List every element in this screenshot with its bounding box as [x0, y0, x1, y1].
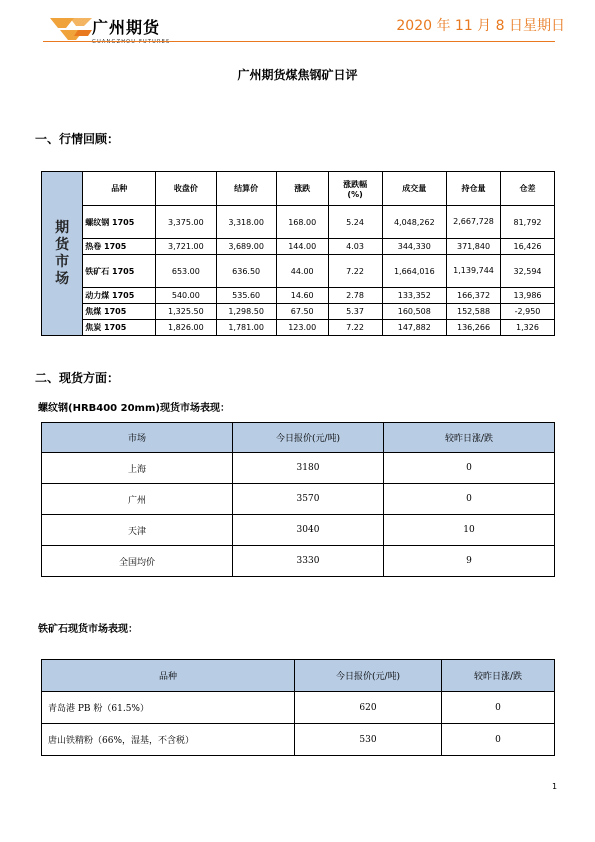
column-header: 较昨日涨/跌 — [384, 423, 555, 453]
page-title: 广州期货煤焦钢矿日评 — [237, 68, 358, 82]
table-row: 唐山铁精粉（66%，湿基，不含税） 530 0 — [42, 724, 555, 756]
table-row: 铁矿石 1705 653.00 636.50 44.00 7.22 1,664,016 1,139,744 32,594 — [42, 255, 555, 288]
table-header-row — [42, 660, 555, 692]
column-header: 今日报价(元/吨) — [295, 660, 442, 692]
futures-market-side-label: 期 货 市 场 — [42, 172, 83, 336]
rebar-spot-table — [41, 422, 555, 577]
column-header: 涨跌 — [276, 172, 328, 206]
table-row: 动力煤 1705 540.00 535.60 14.60 2.78 133,352 166,372 13,986 — [42, 288, 555, 304]
column-header: 结算价 — [216, 172, 276, 206]
table-row: 螺纹钢 1705 3,375.00 3,318.00 168.00 5.24 4,048,262 2,667,728 81,792 — [42, 206, 555, 239]
table-row: 全国均价 3330 9 — [42, 546, 555, 577]
column-header: 收盘价 — [156, 172, 216, 206]
table-header-row — [42, 423, 555, 453]
company-name-en: GUANGZHOU FUTURES — [92, 39, 171, 45]
column-header: 成交量 — [382, 172, 447, 206]
rebar-spot-caption: 螺纹钢(HRB400 20mm)现货市场表现： — [38, 403, 230, 414]
header-divider — [43, 41, 555, 42]
column-header: 持仓量 — [447, 172, 501, 206]
table-row: 热卷 1705 3,721.00 3,689.00 144.00 4.03 344,330 371,840 16,426 — [42, 239, 555, 255]
report-date: 2020 年 11 月 8 日星期日 — [396, 18, 565, 34]
table-row: 焦煤 1705 1,325.50 1,298.50 67.50 5.37 160,508 152,588 -2,950 — [42, 304, 555, 320]
column-header: 涨跌幅(%) — [328, 172, 382, 206]
ore-spot-table — [41, 659, 555, 756]
column-header: 市场 — [42, 423, 233, 453]
table-row: 焦炭 1705 1,826.00 1,781.00 123.00 7.22 147,882 136,266 1,326 — [42, 320, 555, 336]
page-number: 1 — [552, 782, 558, 791]
column-header: 品种 — [83, 172, 156, 206]
table-row: 广州 3570 0 — [42, 484, 555, 515]
column-header: 较昨日涨/跌 — [442, 660, 555, 692]
futures-table — [41, 171, 555, 336]
table-row: 青岛港 PB 粉（61.5%） 620 0 — [42, 692, 555, 724]
ore-spot-caption: 铁矿石现货市场表现： — [38, 624, 138, 635]
table-row: 天津 3040 10 — [42, 515, 555, 546]
section-heading-market-review: 一、行情回顾： — [35, 132, 120, 146]
column-header: 品种 — [42, 660, 295, 692]
table-row: 上海 3180 0 — [42, 453, 555, 484]
company-name: 广州期货 — [92, 18, 161, 37]
column-header: 今日报价(元/吨) — [233, 423, 384, 453]
table-header-row — [42, 172, 555, 206]
section-heading-spot: 二、现货方面： — [35, 371, 120, 385]
column-header: 仓差 — [501, 172, 555, 206]
